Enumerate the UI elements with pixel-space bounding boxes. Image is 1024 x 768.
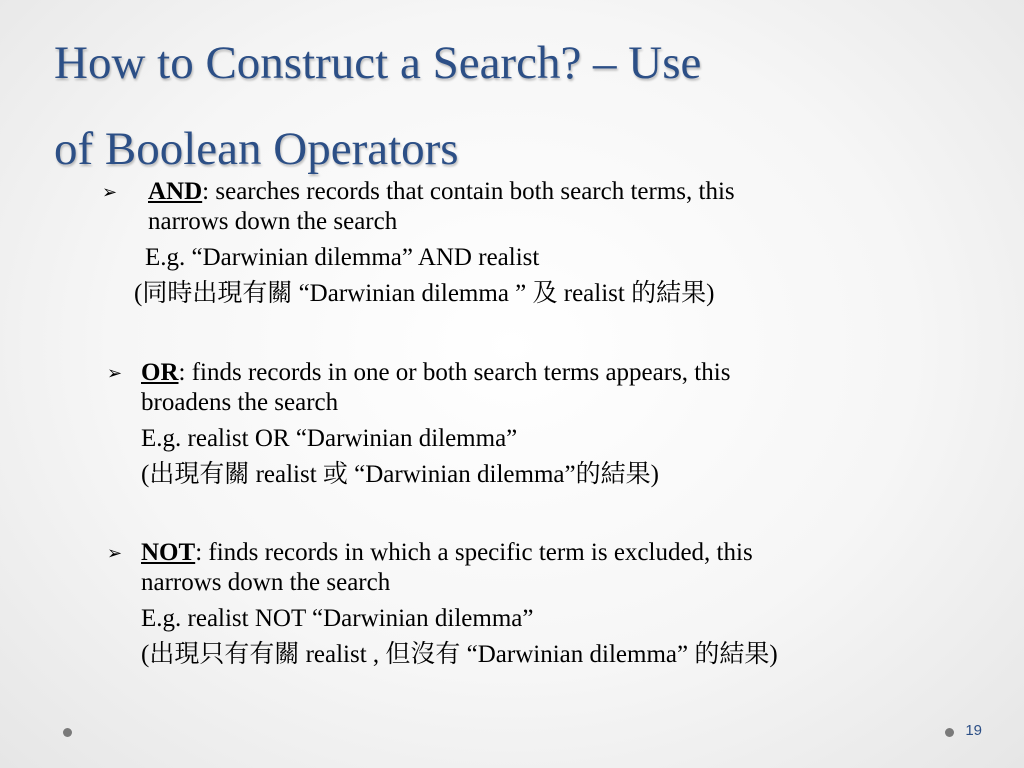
bullet-not-description: : finds records in which a specific term is excluded, this	[195, 539, 753, 566]
arrow-bullet-icon: ➢	[102, 182, 118, 202]
slide-title-line-1: How to Construct a Search? – Use	[54, 37, 702, 89]
slide-title-line-2: of Boolean Operators	[54, 123, 459, 175]
bullet-or	[107, 358, 731, 490]
bullet-and-example: E.g. “Darwinian dilemma” AND realist	[145, 244, 540, 271]
bullet-or-note: (出現有關 realist 或 “Darwinian dilemma”的結果)	[141, 461, 659, 488]
footer-dot-right	[945, 728, 954, 737]
term-and: AND	[148, 178, 203, 205]
bullet-not	[107, 538, 778, 670]
arrow-bullet-icon: ➢	[107, 363, 123, 383]
bullet-and-note: (同時出現有關 “Darwinian dilemma ” 及 realist 的結果)	[134, 280, 715, 307]
bullet-or-description-cont: broadens the search	[141, 389, 339, 416]
term-or: OR	[141, 359, 179, 386]
arrow-bullet-icon: ➢	[107, 543, 123, 563]
footer-dot-left	[63, 728, 72, 737]
page-number: 19	[965, 722, 982, 739]
slide-title	[54, 20, 954, 192]
bullet-or-example: E.g. realist OR “Darwinian dilemma”	[141, 425, 518, 452]
bullet-and-description: : searches records that contain both search terms, this	[202, 178, 735, 205]
bullet-not-note: (出現只有有關 realist , 但沒有 “Darwinian dilemma” 的結果)	[141, 641, 778, 668]
bullet-and	[102, 177, 735, 309]
bullet-and-description-cont: narrows down the search	[148, 208, 398, 235]
bullet-not-description-cont: narrows down the search	[141, 569, 391, 596]
term-not: NOT	[141, 539, 196, 566]
bullet-not-example: E.g. realist NOT “Darwinian dilemma”	[141, 605, 534, 632]
bullet-or-description: : finds records in one or both search terms appears, this	[178, 359, 731, 386]
